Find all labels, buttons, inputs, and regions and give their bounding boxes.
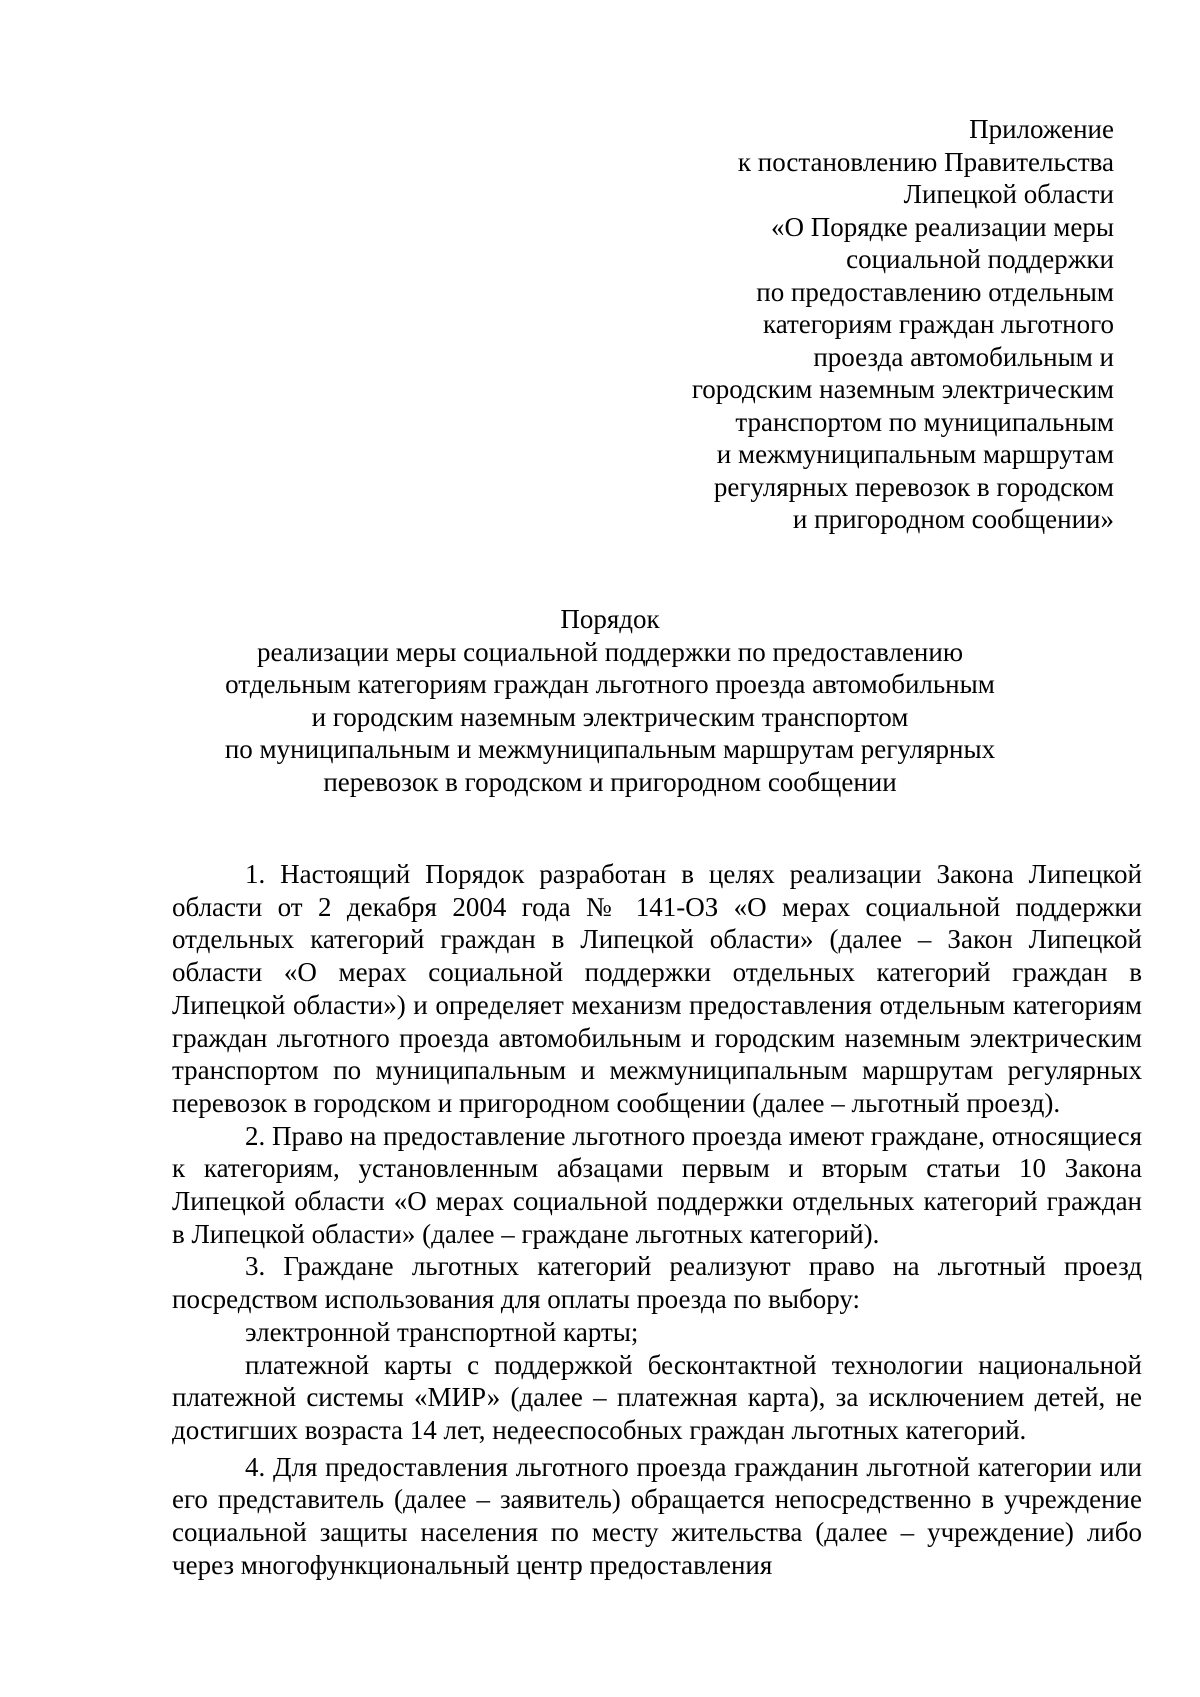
- appendix-line: и межмуниципальным маршрутам: [716, 439, 1114, 469]
- appendix-line: городским наземным электрическим: [691, 374, 1114, 404]
- heading-title: Порядок: [560, 604, 660, 634]
- appendix-line: Приложение: [969, 114, 1114, 144]
- paragraph: 2. Право на предоставление льготного проезда имеют граждане, относящиеся к категориям, установленным абзацами первым и вторым статьи 10 Закона Липецкой области «О мерах социальной поддержки отдельных категорий граждан в Липецкой области» (далее – граждане льготных категорий).: [172, 1120, 1142, 1249]
- heading-line: и городским наземным электрическим транспортом: [311, 701, 909, 732]
- appendix-block: [494, 113, 1114, 536]
- document-body: [172, 858, 1142, 1581]
- heading-line: реализации меры социальной поддержки по предоставлению: [256, 636, 963, 667]
- appendix-line: категориям граждан льготного: [763, 309, 1114, 339]
- paragraph: 3. Граждане льготных категорий реализуют право на льготный проезд посредством использования для оплаты проезда по выбору:: [172, 1251, 1142, 1315]
- appendix-line: к постановлению Правительства: [737, 146, 1114, 177]
- appendix-line: регулярных перевозок в городском: [713, 471, 1114, 502]
- appendix-line: социальной поддержки: [846, 244, 1114, 274]
- heading-line: перевозок в городском и пригородном сообщении: [323, 766, 897, 797]
- paragraph: 4. Для предоставления льготного проезда гражданин льготной категории или его представитель (далее – заявитель) обращается непосредственно в учреждение социальной защиты населения по месту жительства (далее – учреждение) либо через многофункциональный центр предоставления: [172, 1451, 1142, 1580]
- appendix-line: по предоставлению отдельным: [756, 276, 1114, 307]
- appendix-line: «О Порядке реализации меры: [771, 211, 1114, 242]
- paragraph: электронной транспортной карты;: [245, 1316, 639, 1347]
- heading-line: по муниципальным и межмуниципальным маршрутам регулярных: [224, 734, 996, 764]
- document-heading: [170, 603, 1050, 798]
- appendix-line: и пригородном сообщении»: [792, 504, 1114, 534]
- appendix-line: Липецкой области: [903, 179, 1114, 209]
- heading-line: отдельным категориям граждан льготного проезда автомобильным: [225, 669, 995, 699]
- appendix-line: транспортом по муниципальным: [735, 406, 1114, 437]
- paragraph: платежной карты с поддержкой бесконтактной технологии национальной платежной системы «МИР» (далее – платежная карта), за исключением детей, не достигших возраста 14 лет, недееспособных граждан льготных категорий.: [172, 1349, 1142, 1445]
- appendix-line: проезда автомобильным и: [813, 341, 1114, 372]
- paragraph: 1. Настоящий Порядок разработан в целях реализации Закона Липецкой области от 2 декабря 2004 года № 141-ОЗ «О мерах социальной поддержки отдельных категорий граждан в Липецкой области» (далее – Закон Липецкой области «О мерах социальной поддержки отдельных категорий граждан в Липецкой области») и определяет механизм предоставления отдельным категориям граждан льготного проезда автомобильным и городским наземным электрическим транспортом по муниципальным и межмуниципальным маршрутам регулярных перевозок в городском и пригородном сообщении (далее – льготный проезд).: [172, 859, 1142, 1118]
